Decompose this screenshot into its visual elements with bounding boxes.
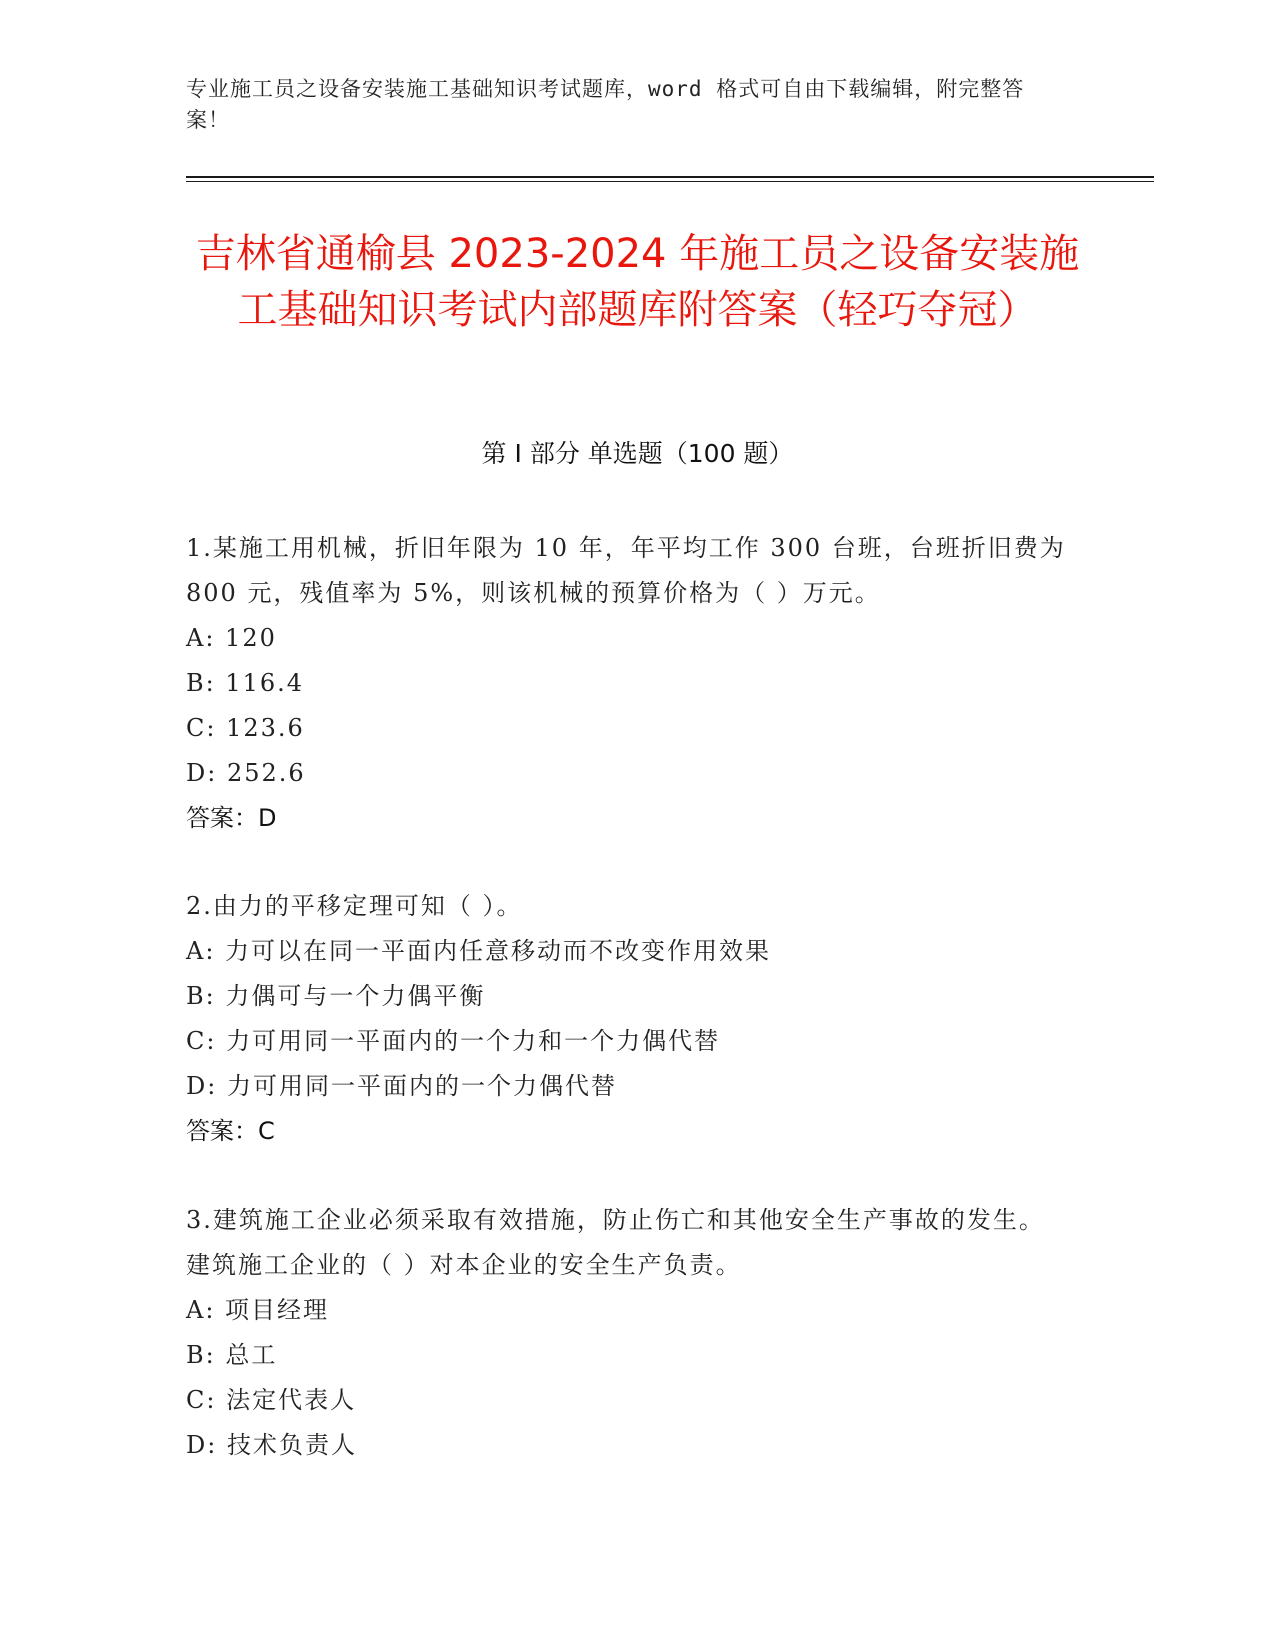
option-a: A: 项目经理 xyxy=(186,1296,330,1324)
option-c: C: 法定代表人 xyxy=(186,1386,357,1414)
option-b: B: 总工 xyxy=(186,1341,278,1369)
option-b: B: 116.4 xyxy=(186,669,305,697)
question-3 xyxy=(186,1198,1066,1468)
option-b: B: 力偶可与一个力偶平衡 xyxy=(186,982,486,1010)
option-d: D: 力可用同一平面内的一个力偶代替 xyxy=(186,1072,617,1100)
header-note: 专业施工员之设备安装施工基础知识考试题库，word 格式可自由下载编辑，附完整答案！ xyxy=(186,77,1025,132)
option-c: C: 力可用同一平面内的一个力和一个力偶代替 xyxy=(186,1027,721,1055)
answer: 答案：D xyxy=(186,804,277,832)
question-stem: 1.某施工用机械，折旧年限为 10 年，年平均工作 300 台班，台班折旧费为 800 元，残值率为 5%，则该机械的预算价格为（ ）万元。 xyxy=(186,534,1066,607)
option-a: A: 120 xyxy=(186,624,277,652)
answer: 答案：C xyxy=(186,1117,275,1145)
question-stem: 2.由力的平移定理可知（ ）。 xyxy=(186,892,523,920)
header-divider-thin xyxy=(186,181,1154,182)
header-divider-thick xyxy=(186,176,1154,178)
question-2 xyxy=(186,884,1066,1154)
section-title: 第 I 部分 单选题（100 题） xyxy=(481,439,794,468)
question-stem: 3.建筑施工企业必须采取有效措施，防止伤亡和其他安全生产事故的发生。建筑施工企业的（ ）对本企业的安全生产负责。 xyxy=(186,1206,1045,1279)
question-1 xyxy=(186,526,1066,841)
option-a: A: 力可以在同一平面内任意移动而不改变作用效果 xyxy=(186,937,772,965)
option-d: D: 技术负责人 xyxy=(186,1431,357,1459)
document-title: 吉林省通榆县 2023-2024 年施工员之设备安装施工基础知识考试内部题库附答案（轻巧夺冠） xyxy=(195,231,1080,333)
option-d: D: 252.6 xyxy=(186,759,306,787)
option-c: C: 123.6 xyxy=(186,714,305,742)
